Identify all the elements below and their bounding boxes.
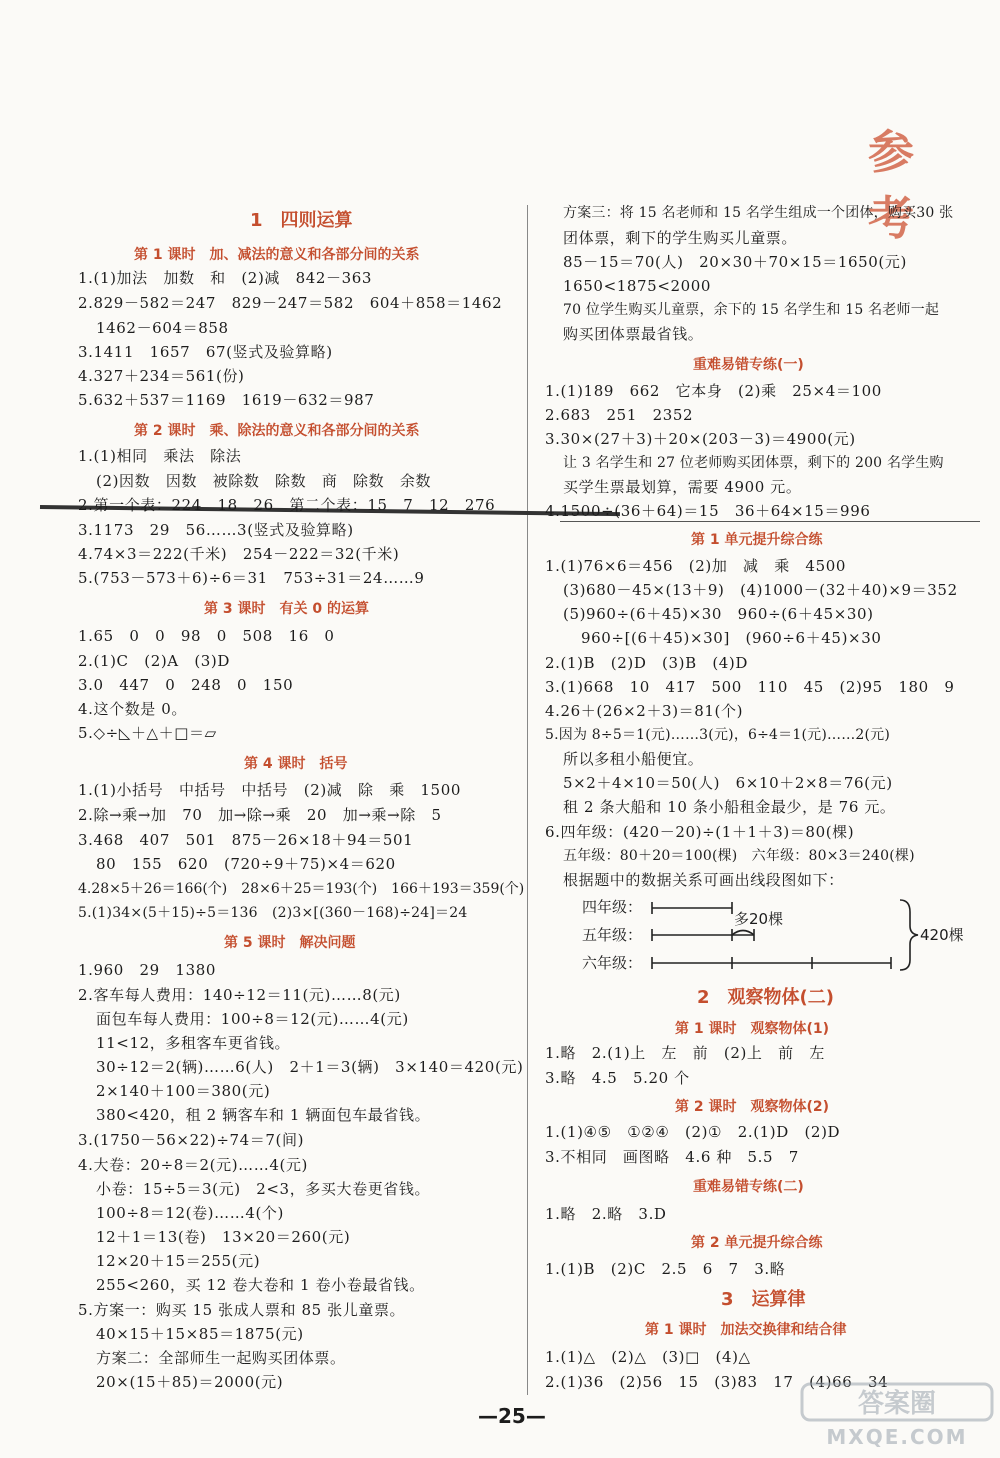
answer-line: 1.65 0 0 98 0 508 16 0 (78, 627, 335, 645)
answer-line: 2×140＋100＝380(元) (96, 1082, 271, 1100)
answer-line: 3.(1)668 10 417 500 110 45 (2)95 180 9 (545, 678, 955, 696)
answer-line: 2.(1)B (2)D (3)B (4)D (545, 654, 749, 672)
answer-line: 4.大卷：20÷8＝2(元)……4(元) (78, 1156, 309, 1174)
section-heading: 重难易错专练(一) (693, 357, 804, 373)
answer-line: 1.(1)B (2)C 2.5 6 7 3.略 (545, 1260, 786, 1278)
column-divider (527, 205, 528, 1395)
page-number: —25— (478, 1404, 546, 1428)
answer-line: 380<420，租 2 辆客车和 1 辆面包车最省钱。 (96, 1106, 431, 1124)
answer-line: 1462－604＝858 (96, 319, 229, 337)
lesson-heading: 第 1 课时 加、减法的意义和各部分间的关系 (134, 247, 420, 263)
answer-line: 买学生票最划算，需要 4900 元。 (563, 478, 802, 496)
answer-line: 4.这个数是 0。 (78, 700, 188, 718)
lesson-heading: 第 1 课时 加法交换律和结合律 (645, 1322, 847, 1338)
line-segment-diagram (548, 888, 978, 978)
answer-line: 1.(1)189 662 它本身 (2)乘 25×4＝100 (545, 382, 882, 400)
answer-line: 80 155 620 (720÷9＋75)×4＝620 (96, 855, 396, 873)
answer-line: 让 3 名学生和 27 位老师购买团体票，剩下的 200 名学生购 (563, 455, 944, 471)
answer-line: 2.(1)36 (2)56 15 (3)83 17 (4)66 34 (545, 1373, 889, 1391)
answer-line: 租 2 条大船和 10 条小船租金最少，是 76 元。 (563, 798, 896, 816)
lesson-heading: 第 2 课时 观察物体(2) (675, 1099, 830, 1115)
answer-line: 11<12，多租客车更省钱。 (96, 1034, 291, 1052)
answer-line: 方案二：全部师生一起购买团体票。 (96, 1349, 346, 1367)
answer-line: 1.(1)加法 加数 和 (2)减 842－363 (78, 269, 373, 287)
answer-line: 3.不相同 画图略 4.6 种 5.5 7 (545, 1148, 799, 1166)
answer-line: 30÷12＝2(辆)……6(人) 2＋1＝3(辆) 3×140＝420(元) (96, 1058, 524, 1076)
answer-line: 5.方案一：购买 15 张成人票和 85 张儿童票。 (78, 1301, 406, 1319)
answer-line: 20×(15＋85)＝2000(元) (96, 1373, 284, 1391)
answer-line: 4.26＋(26×2＋3)＝81(个) (545, 702, 744, 720)
unit-heading: 2 观察物体(二) (697, 987, 834, 1008)
unit-heading: 1 四则运算 (250, 210, 353, 231)
grade5-label: 五年级： (582, 926, 643, 944)
answer-line: 4.74×3＝222(千米) 254－222＝32(千米) (78, 545, 400, 563)
unit-heading: 3 运算律 (721, 1289, 806, 1310)
answer-line: 5.632＋537＝1169 1619－632＝987 (78, 391, 375, 409)
answer-line: 5.◇÷◺＋△＋□＝▱ (78, 724, 217, 742)
answer-line: 1.略 2.(1)上 左 前 (2)上 前 左 (545, 1044, 825, 1062)
answer-line: (3)680－45×(13＋9) (4)1000－(32＋40)×9＝352 (563, 581, 958, 599)
answer-line: 3.(1750－56×22)÷74＝7(间) (78, 1131, 305, 1149)
answer-line: 1.略 2.略 3.D (545, 1205, 667, 1223)
lesson-heading: 第 3 课时 有关 0 的运算 (204, 601, 369, 617)
answer-line: 5.(1)34×(5＋15)÷5＝136 (2)3×[(360－168)÷24]＝24 (78, 905, 468, 921)
answer-line: 1.(1)④⑤ ①②④ (2)① 2.(1)D (2)D (545, 1123, 841, 1141)
total-label: 420棵 (920, 926, 964, 944)
watermark-graphic (800, 1382, 995, 1452)
answer-line: 960÷[(6＋45)×30] (960÷6＋45)×30 (581, 629, 882, 647)
answer-line: 2.683 251 2352 (545, 406, 694, 424)
svg-text:答案圈: 答案圈 (857, 1389, 937, 1419)
answer-line: 255<260，买 12 卷大卷和 1 卷小卷最省钱。 (96, 1276, 425, 1294)
answer-line: 2.第一个表：224 18 26 第二个表：15 7 12 276 (78, 496, 496, 514)
answer-line: 12×20＋15＝255(元) (96, 1252, 261, 1270)
answer-line: 面包车每人费用：100÷8＝12(元)……4(元) (96, 1010, 409, 1028)
answer-line: 4.327＋234＝561(份) (78, 367, 245, 385)
answer-line: 5.(753－573＋6)÷6＝31 753÷31＝24……9 (78, 569, 425, 587)
svg-text:MXQE.COM: MXQE.COM (826, 1425, 968, 1449)
answer-line: 2.829－582＝247 829－247＝582 604＋858＝1462 (78, 294, 503, 312)
answer-line: 100÷8＝12(卷)……4(个) (96, 1204, 284, 1222)
lesson-heading: 第 1 课时 观察物体(1) (675, 1021, 830, 1037)
answer-line: 1.960 29 1380 (78, 961, 217, 979)
lesson-heading: 第 2 课时 乘、除法的意义和各部分间的关系 (134, 423, 420, 439)
answer-line: 3.1173 29 56……3(竖式及验算略) (78, 521, 354, 539)
answer-line: 3.1411 1657 67(竖式及验算略) (78, 343, 333, 361)
lesson-heading: 第 4 课时 括号 (244, 756, 348, 772)
answer-line: (5)960÷(6＋45)×30 960÷(6＋45×30) (563, 605, 874, 623)
page-title: 参 考 (868, 125, 928, 245)
answer-line: 购买团体票最省钱。 (563, 325, 704, 343)
lesson-heading: 第 5 课时 解决问题 (224, 935, 356, 951)
section-heading: 第 1 单元提升综合练 (691, 532, 823, 548)
answer-line: 4.1500÷(36＋64)＝15 36＋64×15＝996 (545, 502, 871, 520)
answer-line: 3.468 407 501 875－26×18＋94＝501 (78, 831, 414, 849)
answer-line: 1.(1)相同 乘法 除法 (78, 447, 242, 465)
answer-line: 2.客车每人费用：140÷12＝11(元)……8(元) (78, 986, 401, 1004)
answer-line: 3.30×(27＋3)＋20×(203－3)＝4900(元) (545, 430, 856, 448)
answer-line: 根据题中的数据关系可画出线段图如下： (563, 871, 844, 889)
answer-line: 五年级：80＋20＝100(棵) 六年级：80×3＝240(棵) (563, 848, 915, 864)
answer-line: 6.四年级：(420－20)÷(1＋1＋3)＝80(棵) (545, 823, 855, 841)
more-20-label: 多20棵 (734, 910, 784, 928)
answer-line: 5×2＋4×10＝50(人) 6×10＋2×8＝76(元) (563, 774, 893, 792)
answer-line: 方案三：将 15 名老师和 15 名学生组成一个团体，购买30 张 (563, 205, 954, 221)
answer-line: 3.0 447 0 248 0 150 (78, 676, 294, 694)
answer-line: 1.(1)小括号 中括号 中括号 (2)减 除 乘 1500 (78, 781, 461, 799)
answer-line: 1.(1)76×6＝456 (2)加 减 乘 4500 (545, 557, 847, 575)
answer-line: 3.略 4.5 5.20 个 (545, 1069, 690, 1087)
grade6-label: 六年级： (582, 954, 643, 972)
answer-line: 1.(1)△ (2)△ (3)□ (4)△ (545, 1348, 751, 1366)
answer-line: 所以多租小船便宜。 (563, 750, 704, 768)
answer-line: 4.28×5＋26＝166(个) 28×6＋25＝193(个) 166＋193＝359(个) (78, 881, 525, 897)
grade4-label: 四年级： (582, 898, 643, 916)
answer-line: 小卷：15÷5＝3(元) 2<3，多买大卷更省钱。 (96, 1180, 431, 1198)
answer-line: 40×15＋15×85＝1875(元) (96, 1325, 304, 1343)
answer-line: (2)因数 因数 被除数 除数 商 除数 余数 (96, 472, 432, 490)
answer-line: 12＋1＝13(卷) 13×20＝260(元) (96, 1228, 351, 1246)
answer-line: 5.因为 8÷5＝1(元)……3(元)，6÷4＝1(元)……2(元) (545, 727, 891, 743)
watermark-logo (800, 1382, 995, 1452)
answer-line: 2.除→乘→加 70 加→除→乘 20 加→乘→除 5 (78, 806, 442, 824)
section-heading: 第 2 单元提升综合练 (691, 1235, 823, 1251)
answer-line: 团体票，剩下的学生购买儿童票。 (563, 229, 798, 247)
answer-line: 70 位学生购买儿童票，余下的 15 名学生和 15 名老师一起 (563, 302, 940, 318)
answer-line: 2.(1)C (2)A (3)D (78, 652, 230, 670)
answer-line: 1650<1875<2000 (563, 277, 712, 295)
scan-fold-line-right (560, 521, 980, 522)
answer-line: 85－15＝70(人) 20×30＋70×15＝1650(元) (563, 253, 907, 271)
section-heading: 重难易错专练(二) (693, 1179, 804, 1195)
